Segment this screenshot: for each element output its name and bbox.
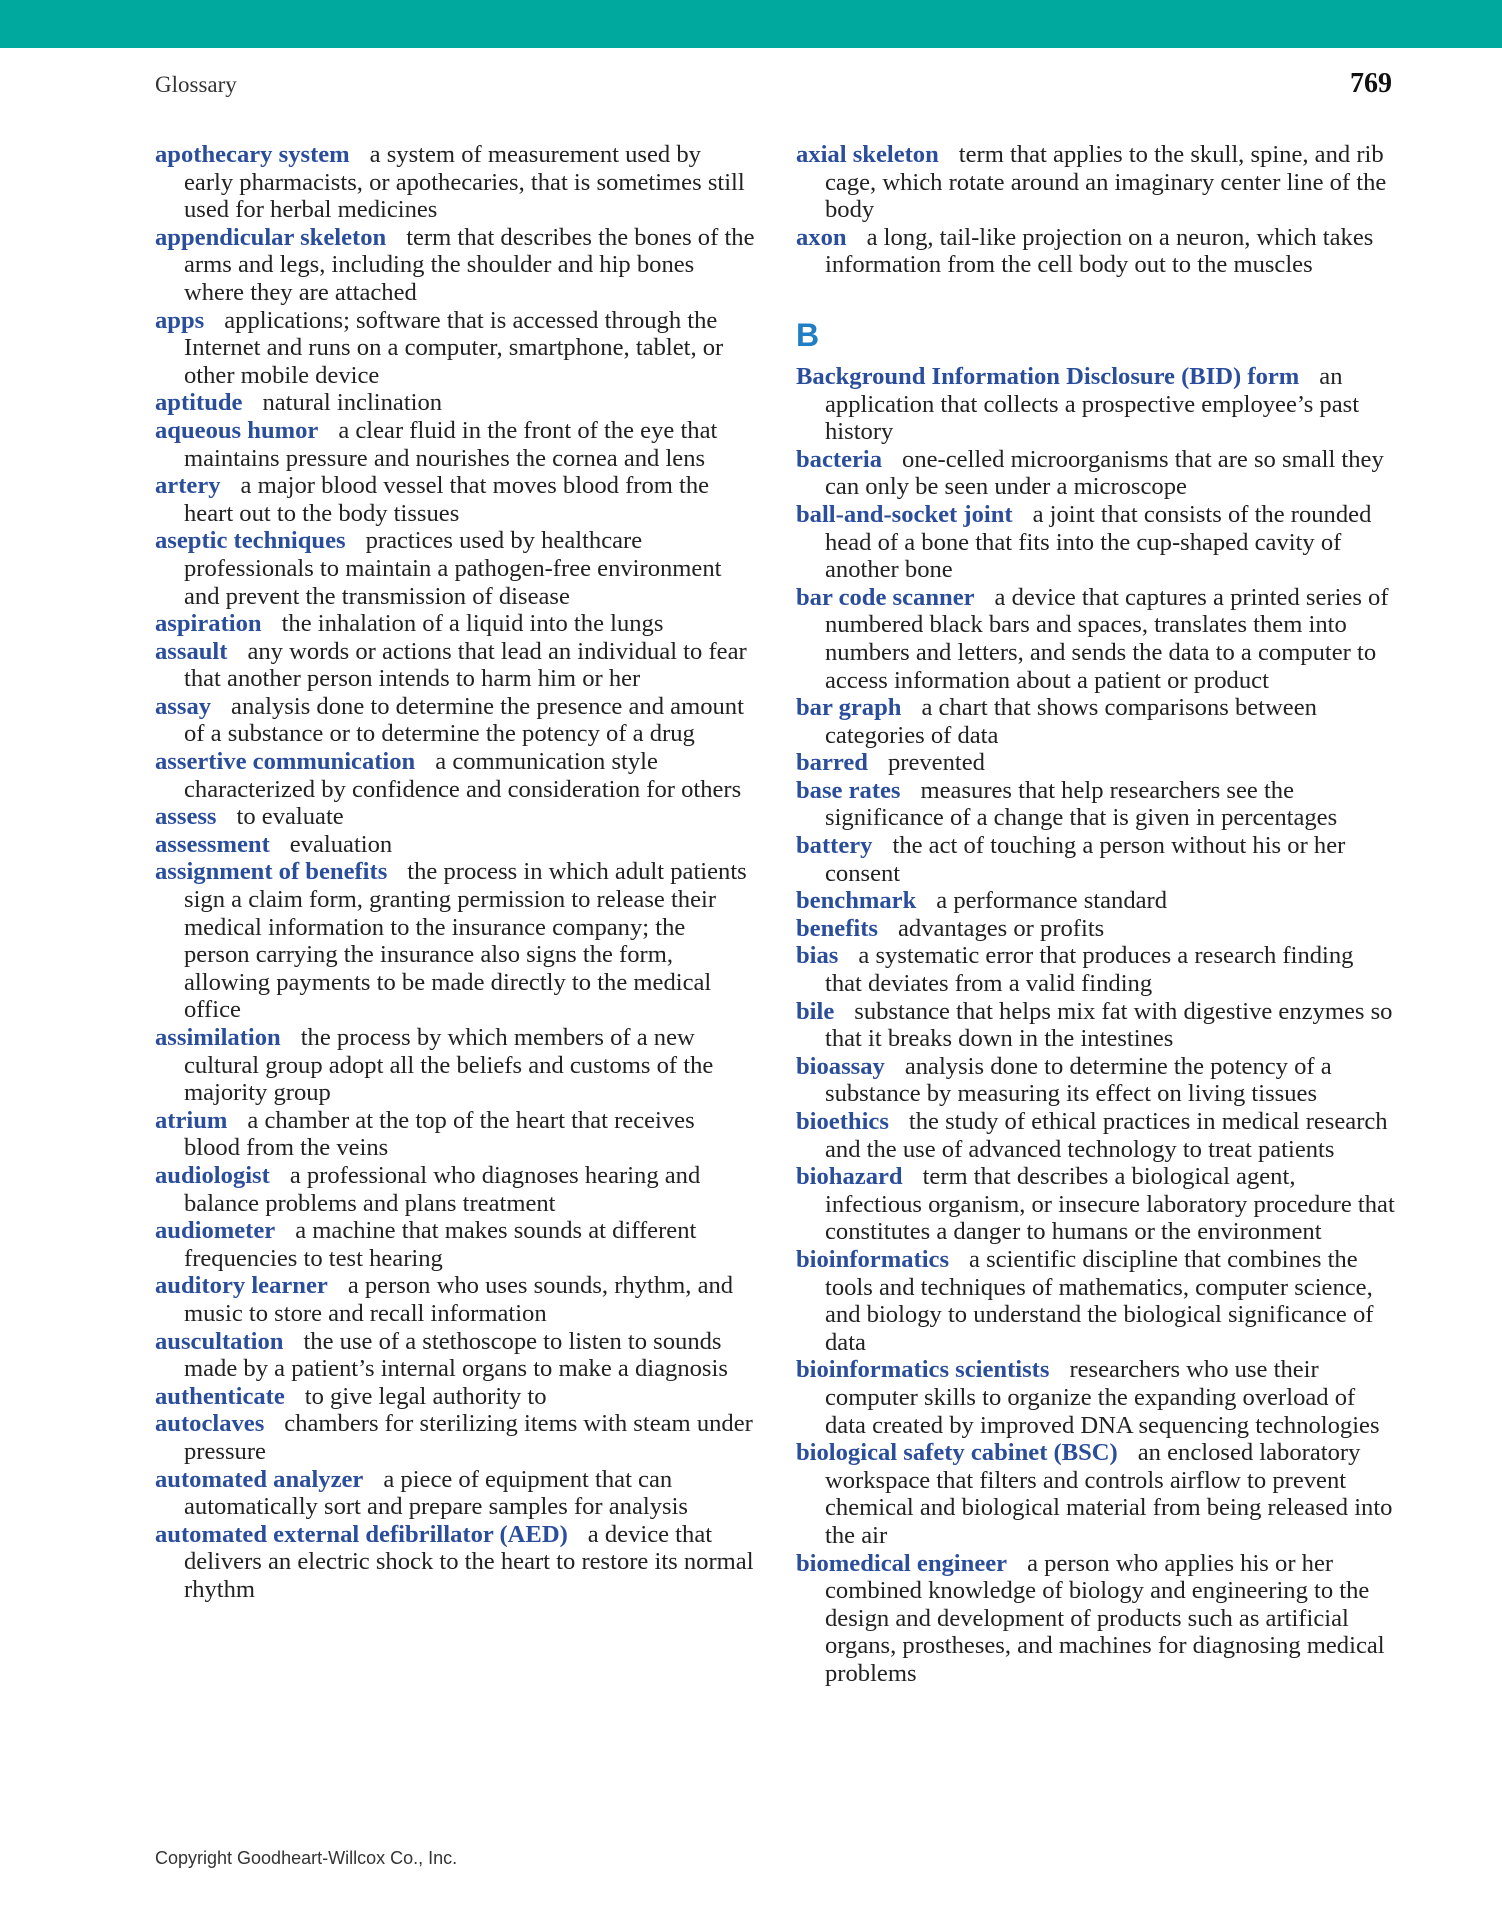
glossary-term: assignment of benefits — [155, 858, 388, 886]
glossary-term: biological safety cabinet (BSC) — [796, 1439, 1118, 1467]
glossary-entry — [155, 1410, 755, 1465]
glossary-definition: researchers who use their computer skills to organize the expanding overload of data created by improved DNA sequencing technologies — [825, 1356, 1380, 1439]
glossary-entry — [796, 832, 1396, 887]
glossary-definition: natural inclination — [262, 389, 443, 417]
glossary-definition: a device that captures a printed series of numbered black bars and spaces, translates them into numbers and letters, and sends the data to a computer to access information about a patient or product — [825, 583, 1389, 694]
glossary-definition: a person who uses sounds, rhythm, and music to store and recall information — [184, 1272, 734, 1327]
glossary-definition: an application that collects a prospective employee’s past history — [825, 362, 1360, 446]
glossary-definition: applications; software that is accessed through the Internet and runs on a computer, smartphone, tablet, or other mobile device — [184, 306, 724, 389]
page-number: 769 — [1350, 68, 1392, 99]
glossary-term: autoclaves — [155, 1410, 265, 1438]
glossary-definition: to evaluate — [236, 803, 344, 831]
glossary-entry — [155, 527, 755, 610]
glossary-list-b — [796, 363, 1396, 1688]
glossary-entry — [155, 1162, 755, 1217]
glossary-definition: advantages or profits — [897, 914, 1105, 942]
glossary-entry — [796, 1053, 1396, 1108]
glossary-entry — [796, 942, 1396, 997]
glossary-entry — [796, 1108, 1396, 1163]
glossary-entry — [796, 998, 1396, 1053]
glossary-definition: a major blood vessel that moves blood from the heart out to the body tissues — [184, 472, 710, 527]
glossary-term: bacteria — [796, 445, 883, 473]
glossary-term: assay — [155, 692, 212, 720]
glossary-definition: a machine that makes sounds at different frequencies to test hearing — [184, 1217, 697, 1272]
glossary-definition: term that describes a biological agent, infectious organism, or insecure laboratory procedure that constitutes a danger to humans or the environment — [825, 1163, 1395, 1246]
glossary-term: bile — [796, 997, 835, 1025]
glossary-term: bar graph — [796, 694, 902, 722]
glossary-entry — [155, 610, 755, 638]
glossary-definition: a scientific discipline that combines the tools and techniques of mathematics, computer science, and biology to understand the biological significance of data — [825, 1245, 1374, 1356]
running-head: Glossary — [155, 72, 237, 97]
glossary-entry — [796, 446, 1396, 501]
glossary-definition: a clear fluid in the front of the eye that maintains pressure and nourishes the cornea and lens — [184, 416, 718, 472]
glossary-entry — [796, 915, 1396, 943]
glossary-definition: analysis done to determine the presence and amount of a substance or to determine the potency of a drug — [184, 692, 744, 748]
glossary-entry — [155, 1466, 755, 1521]
glossary-term: auscultation — [155, 1327, 284, 1355]
glossary-entry — [155, 1383, 755, 1411]
glossary-entry — [796, 1163, 1396, 1246]
glossary-definition: an enclosed laboratory workspace that filters and controls airflow to prevent chemical and biological material from being released into the air — [825, 1439, 1393, 1549]
glossary-definition: the process in which adult patients sign a claim form, granting permission to release their medical information to the insurance company; the person carrying the insurance also signs the form, allowing payments to be made directly to the medical office — [184, 858, 747, 1024]
glossary-definition: practices used by healthcare professionals to maintain a pathogen-free environment and prevent the transmission of disease — [184, 527, 722, 610]
top-color-band — [0, 0, 1502, 48]
glossary-entry — [796, 1439, 1396, 1549]
glossary-entry — [796, 141, 1396, 224]
glossary-term: aspiration — [155, 610, 262, 638]
glossary-entry — [155, 389, 755, 417]
glossary-entry — [155, 141, 755, 224]
glossary-term: bias — [796, 942, 839, 970]
glossary-definition: a performance standard — [936, 887, 1168, 915]
glossary-definition: a communication style characterized by confidence and consideration for others — [184, 748, 742, 803]
glossary-term: biohazard — [796, 1163, 903, 1191]
glossary-term: apothecary system — [155, 141, 350, 168]
glossary-definition: a system of measurement used by early pharmacists, or apothecaries, that is sometimes still used for herbal medicines — [184, 141, 745, 224]
glossary-entry — [796, 749, 1396, 777]
glossary-term: base rates — [796, 776, 901, 804]
glossary-definition: the use of a stethoscope to listen to sounds made by a patient’s internal organs to make a diagnosis — [184, 1327, 728, 1383]
glossary-term: benefits — [796, 914, 878, 942]
glossary-term: bioethics — [796, 1108, 889, 1135]
glossary-term: assault — [155, 637, 228, 665]
glossary-term: bioinformatics — [796, 1245, 950, 1273]
glossary-term: atrium — [155, 1106, 228, 1134]
glossary-term: auditory learner — [155, 1272, 328, 1300]
glossary-term: bioinformatics scientists — [796, 1356, 1050, 1384]
glossary-entry — [796, 694, 1396, 749]
glossary-entry — [796, 363, 1396, 446]
glossary-entry — [796, 1356, 1396, 1439]
glossary-term: appendicular skeleton — [155, 223, 387, 251]
glossary-term: axon — [796, 223, 847, 251]
glossary-definition: the process by which members of a new cultural group adopt all the beliefs and customs of the majority group — [184, 1024, 714, 1107]
glossary-column-left — [155, 141, 755, 1603]
glossary-entry — [796, 224, 1396, 279]
glossary-entry — [796, 777, 1396, 832]
copyright-footer: Copyright Goodheart-Willcox Co., Inc. — [155, 1848, 458, 1868]
glossary-entry — [155, 858, 755, 1024]
glossary-definition: a professional who diagnoses hearing and balance problems and plans treatment — [184, 1161, 701, 1217]
glossary-term: axial skeleton — [796, 141, 939, 168]
glossary-definition: to give legal authority to — [304, 1382, 547, 1410]
glossary-definition: any words or actions that lead an individual to fear that another person intends to harm him or her — [184, 637, 747, 693]
glossary-definition: analysis done to determine the potency of a substance by measuring its effect on living tissues — [825, 1052, 1332, 1108]
glossary-definition: the inhalation of a liquid into the lungs — [281, 610, 664, 638]
glossary-entry — [796, 1550, 1396, 1688]
glossary-entry — [796, 1246, 1396, 1356]
glossary-term: automated external defibrillator (AED) — [155, 1520, 568, 1548]
glossary-definition: the act of touching a person without his or her consent — [825, 832, 1346, 887]
glossary-term: assessment — [155, 830, 270, 858]
glossary-definition: a chart that shows comparisons between categories of data — [825, 694, 1317, 749]
glossary-entry — [155, 1107, 755, 1162]
glossary-definition: a chamber at the top of the heart that receives blood from the veins — [184, 1106, 695, 1162]
glossary-term: artery — [155, 472, 221, 500]
glossary-term: bioassay — [796, 1052, 885, 1080]
glossary-term: assimilation — [155, 1024, 281, 1051]
glossary-entry — [155, 417, 755, 472]
glossary-entry — [796, 501, 1396, 584]
glossary-entry — [155, 1024, 755, 1107]
glossary-term: aqueous humor — [155, 416, 319, 444]
glossary-definition: measures that help researchers see the significance of a change that is given in percentages — [825, 776, 1338, 832]
glossary-term: battery — [796, 832, 873, 860]
glossary-definition: a systematic error that produces a research finding that deviates from a valid finding — [825, 942, 1354, 998]
glossary-term: authenticate — [155, 1382, 285, 1410]
glossary-entry — [796, 584, 1396, 694]
glossary-definition: the study of ethical practices in medical research and the use of advanced technology to treat patients — [825, 1108, 1388, 1163]
glossary-definition: term that applies to the skull, spine, and rib cage, which rotate around an imaginary center line of the body — [825, 141, 1387, 224]
glossary-entry — [155, 472, 755, 527]
glossary-definition: a joint that consists of the rounded head of a bone that fits into the cup-shaped cavity of another bone — [825, 500, 1372, 584]
glossary-term: aseptic techniques — [155, 527, 346, 555]
glossary-term: bar code scanner — [796, 583, 975, 611]
glossary-entry — [155, 1217, 755, 1272]
glossary-term: assess — [155, 803, 217, 831]
glossary-term: audiometer — [155, 1217, 276, 1245]
glossary-definition: evaluation — [289, 830, 393, 858]
glossary-definition: a long, tail-like projection on a neuron, which takes information from the cell body out to the muscles — [825, 223, 1374, 279]
glossary-entry — [155, 638, 755, 693]
glossary-term: automated analyzer — [155, 1465, 364, 1493]
glossary-definition: chambers for sterilizing items with steam under pressure — [184, 1410, 753, 1465]
glossary-term: biomedical engineer — [796, 1549, 1008, 1577]
glossary-term: audiologist — [155, 1161, 270, 1189]
glossary-entry — [155, 307, 755, 390]
section-letter-b: B — [796, 316, 820, 353]
glossary-entry — [155, 1272, 755, 1327]
glossary-term: apps — [155, 306, 205, 334]
glossary-column-right — [796, 141, 1396, 1687]
glossary-term: aptitude — [155, 389, 243, 417]
glossary-entry — [155, 748, 755, 803]
glossary-definition: prevented — [887, 749, 985, 777]
glossary-term: assertive communication — [155, 748, 416, 776]
glossary-list-a-tail — [796, 141, 1396, 279]
glossary-definition: a piece of equipment that can automatically sort and prepare samples for analysis — [184, 1465, 689, 1521]
glossary-definition: a person who applies his or her combined knowledge of biology and engineering to the design and development of products such as artificial organs, prostheses, and machines for diagnosing medical problems — [825, 1549, 1385, 1687]
glossary-term: barred — [796, 749, 868, 777]
glossary-definition: one-celled microorganisms that are so small they can only be seen under a microscope — [825, 445, 1384, 501]
glossary-entry — [155, 831, 755, 859]
glossary-definition: substance that helps mix fat with digestive enzymes so that it breaks down in the intestines — [825, 997, 1393, 1053]
glossary-definition: a device that delivers an electric shock to the heart to restore its normal rhythm — [184, 1520, 754, 1603]
glossary-definition: term that describes the bones of the arms and legs, including the shoulder and hip bones where they are attached — [184, 223, 755, 306]
glossary-term: Background Information Disclosure (BID) form — [796, 362, 1300, 390]
glossary-entry — [155, 1521, 755, 1604]
glossary-entry — [155, 224, 755, 307]
glossary-entry — [155, 803, 755, 831]
glossary-entry — [155, 693, 755, 748]
glossary-entry — [155, 1328, 755, 1383]
glossary-term: ball-and-socket joint — [796, 500, 1013, 528]
glossary-term: benchmark — [796, 887, 917, 915]
glossary-entry — [796, 887, 1396, 915]
